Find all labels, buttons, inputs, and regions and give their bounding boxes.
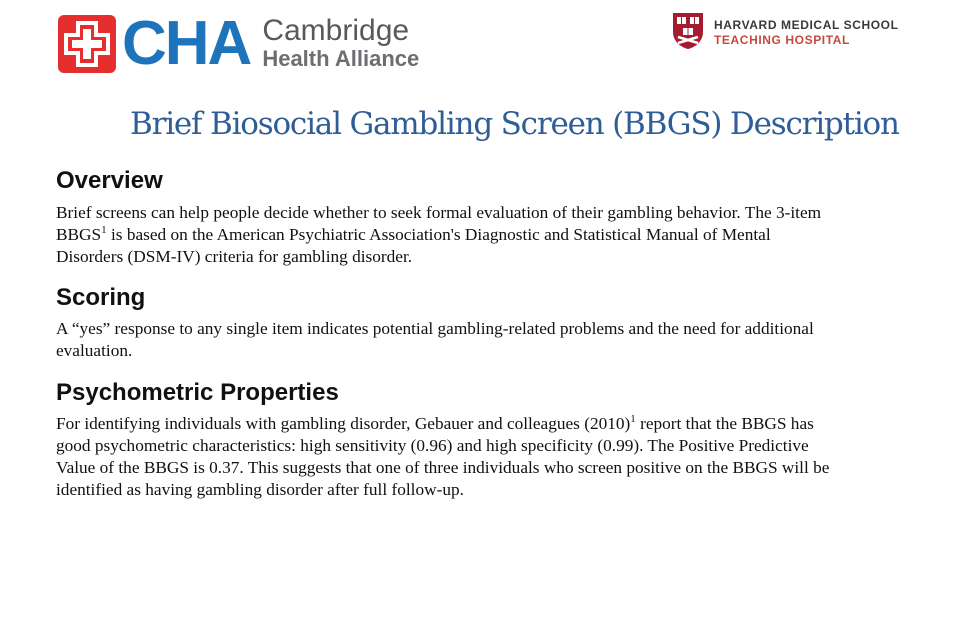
psychometric-line-2: good psychometric characteristics: high sensitivity (0.96) and high specificity (0.99). The Positive Predictive: [56, 436, 809, 455]
hms-logo-line2: TEACHING HOSPITAL: [714, 33, 850, 47]
overview-line-2: [56, 224, 916, 246]
document-title: Brief Biosocial Gambling Screen (BBGS) Description: [130, 106, 899, 142]
scoring-line-1: A “yes” response to any single item indicates potential gambling-related problems and the need for additional: [56, 319, 814, 338]
psychometric-line-4: identified as having gambling disorder after full follow-up.: [56, 480, 464, 499]
overview-body: [56, 202, 916, 268]
hms-logo: [672, 12, 899, 50]
cha-logo-acronym: CHA: [122, 9, 251, 78]
psychometric-body: [56, 413, 916, 501]
footnote-ref: 1: [101, 224, 107, 237]
cha-logo-word-health-alliance: Health Alliance: [262, 46, 420, 71]
psychometric-line-3: Value of the BBGS is 0.37. This suggests that one of three individuals who screen positive on the BBGS will be: [56, 458, 830, 477]
overview-line-1: Brief screens can help people decide whether to seek formal evaluation of their gambling behavior. The 3-item: [56, 203, 822, 222]
scoring-body: [56, 318, 916, 362]
cha-logo-word-cambridge: Cambridge: [262, 14, 410, 47]
psychometric-line-1: [56, 413, 916, 435]
overview-line-2-start: BBGS: [56, 225, 102, 244]
psychometric-line-1-end: report that the BBGS has: [635, 414, 814, 433]
psychometric-heading: Psychometric Properties: [56, 379, 339, 406]
cha-cross-mark-icon: [58, 15, 116, 73]
cha-logo-wordmark: [262, 16, 419, 72]
hms-logo-text: [714, 12, 899, 48]
scoring-heading: Scoring: [56, 284, 146, 311]
overview-line-2-end: is based on the American Psychiatric Association's Diagnostic and Statistical Manual of Mental: [106, 225, 771, 244]
scoring-line-2: evaluation.: [56, 341, 133, 360]
harvard-shield-icon: [672, 12, 704, 50]
overview-heading: Overview: [56, 167, 163, 194]
overview-line-3: Disorders (DSM-IV) criteria for gambling disorder.: [56, 247, 413, 266]
psychometric-line-1-start: For identifying individuals with gambling disorder, Gebauer and colleagues (2010): [56, 414, 631, 433]
hms-logo-line1: HARVARD MEDICAL SCHOOL: [714, 18, 899, 32]
cha-logo: [58, 9, 420, 78]
footnote-ref: 1: [630, 413, 636, 426]
